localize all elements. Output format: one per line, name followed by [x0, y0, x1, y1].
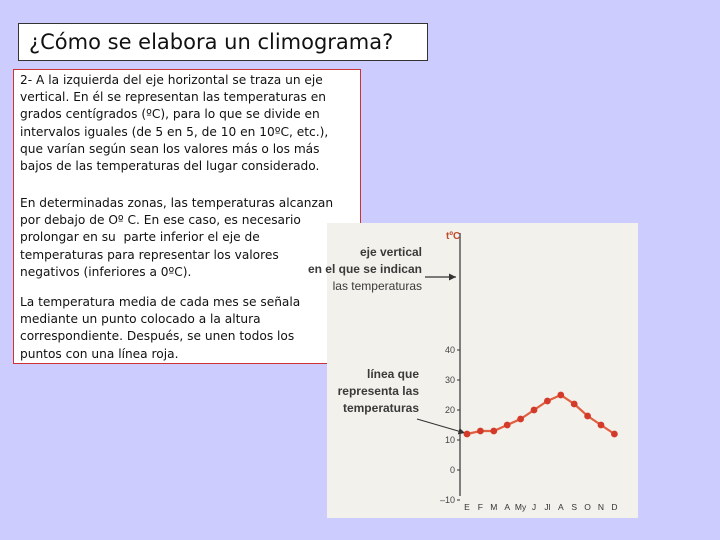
climograph-chart [307, 223, 638, 518]
temperature-point [611, 431, 618, 438]
x-tick-label: O [584, 502, 591, 512]
x-tick-label: D [611, 502, 618, 512]
callout-line-line-2: representa las [337, 384, 419, 398]
callout-line-line-1: línea que [366, 367, 419, 381]
temperature-line [467, 395, 614, 434]
x-tick-label: A [557, 502, 564, 512]
x-tick-label: My [514, 502, 527, 512]
callout-axis-line-2: en el que se indican [307, 262, 422, 276]
temperature-point [598, 422, 605, 429]
climograph-figure [307, 223, 638, 518]
temperature-point [531, 407, 538, 414]
callout-line-pointer [417, 419, 465, 433]
y-tick-label: 20 [444, 405, 455, 415]
paragraph-1: 2- A la izquierda del eje horizontal se traza un eje vertical. En él se representan las temperaturas en grados centígrados (ºC), para lo que se divide en intervalos iguales (de 5 en 5, de 10 en 10ºC, etc.), que varían según sean los valores más o los más bajos de las temperaturas del lugar considerado. [20, 73, 329, 174]
temperature-point [557, 392, 564, 399]
temperature-point [464, 431, 471, 438]
temperature-point [544, 398, 551, 405]
paragraph-2: En determinadas zonas, las temperaturas alcanzan por debajo de Oº C. En ese caso, es necesario prolongar en su parte inferior el eje de temperaturas para representar los valores negativos (inferiores a 0ºC). [20, 196, 334, 279]
callout-axis-line-1: eje vertical [359, 245, 422, 259]
y-tick-label: 10 [444, 435, 455, 445]
paragraph-3: La temperatura media de cada mes se señala mediante un punto colocado a la altura correspondiente. Después, se unen todos los puntos con una línea roja. [20, 295, 301, 361]
x-tick-label: J [531, 502, 537, 512]
temperature-point [490, 428, 497, 435]
text-panel [13, 69, 361, 364]
temperature-point [571, 401, 578, 408]
x-tick-label: F [477, 502, 484, 512]
x-tick-label: E [464, 502, 470, 512]
callout-line-line-3: temperaturas [342, 401, 419, 415]
y-tick-label: –10 [439, 495, 455, 505]
temperature-point [504, 422, 511, 429]
y-axis-unit-label: tºC [446, 231, 461, 242]
x-tick-label: Jl [544, 502, 551, 512]
temperature-point [477, 428, 484, 435]
x-tick-label: S [571, 502, 578, 512]
page-title: ¿Cómo se elabora un climograma? [29, 30, 394, 54]
y-tick-label: 30 [444, 375, 455, 385]
y-tick-label: 0 [449, 465, 455, 475]
y-tick-label: 40 [444, 345, 455, 355]
temperature-point [584, 413, 591, 420]
title-box [18, 23, 428, 61]
callout-axis-line-3: las temperaturas [332, 279, 422, 293]
x-tick-label: A [504, 502, 511, 512]
x-tick-label: M [490, 502, 498, 512]
x-tick-label: N [597, 502, 605, 512]
temperature-point [517, 416, 524, 423]
